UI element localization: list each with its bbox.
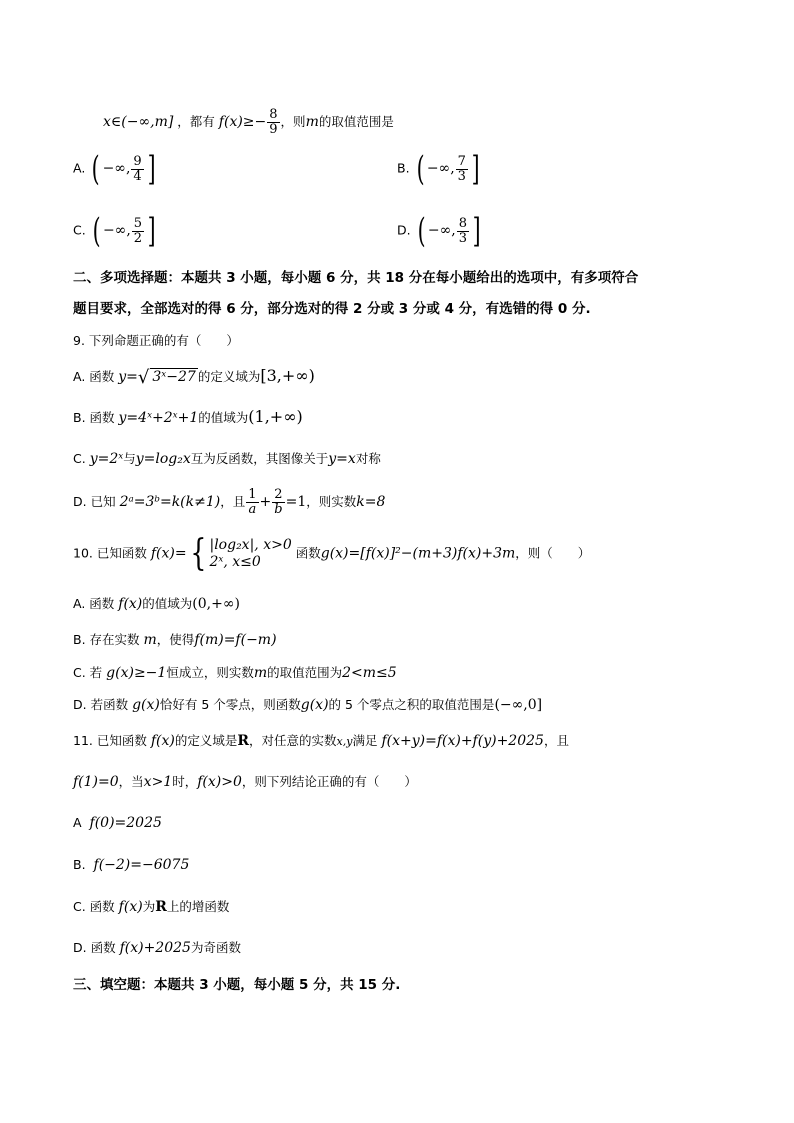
bracket-right: ] (147, 211, 156, 251)
option-label: D. 若函数 (73, 697, 129, 712)
q11-equation: f(x+y)=f(x)+f(y)+2025 (381, 733, 544, 749)
q11-stem-line-2 (73, 774, 417, 790)
plus-sign: + (259, 494, 272, 510)
q11-text-6: 时， (172, 774, 198, 789)
option-range: (0,+∞) (192, 596, 240, 612)
frac-num: 5 (133, 215, 143, 231)
section-2-heading-line-1: 二、多项选择题：本题共 3 小题，每小题 6 分，共 18 分在每小题给出的选项中，有多项符合 (73, 270, 639, 286)
q11-f2: f(x)>0 (197, 774, 242, 790)
option-range: (−∞,0] (494, 697, 543, 713)
section-2-heading-line-2: 题目要求，全部选对的得 6 分，部分选对的得 2 分或 3 分或 4 分，有选错的得 0 分. (73, 301, 591, 317)
frac-num: 1 (248, 487, 257, 502)
option-var: m (253, 665, 268, 681)
q8-frac-num: 8 (269, 107, 278, 122)
option-label: A (73, 815, 82, 830)
frac-den: 4 (133, 168, 142, 184)
option-text: 的值域为 (142, 596, 193, 611)
option-function-3: y=x (328, 451, 356, 467)
q9-option-d (73, 488, 385, 517)
q10-gx: g(x)=[f(x)]²−(m+3)f(x)+3m (320, 545, 516, 562)
frac-num: 8 (458, 215, 467, 231)
frac-den: 3 (458, 230, 467, 246)
q11-text-1: 的定义域是 (174, 733, 238, 748)
q8-text-3: 的取值范围是 (318, 114, 394, 129)
option-equation: 2ᵃ=3ᵇ=k(k≠1) (119, 494, 221, 510)
option-text-2: 上的增函数 (166, 899, 230, 914)
q10-text: 函数 (295, 545, 321, 561)
option-fraction (131, 155, 143, 184)
q9-option-c (73, 451, 381, 467)
option-result: k=8 (356, 494, 386, 510)
q10-end: ，则（ ） (515, 545, 591, 561)
option-function-2: y=log₂x (135, 451, 191, 467)
option-label: D. 函数 (73, 940, 116, 955)
q11-option-a (73, 815, 162, 831)
option-text: 的值域为 (198, 410, 249, 425)
option-text: 与 (123, 451, 136, 466)
q11-prefix: 11. 已知函数 (73, 733, 147, 748)
q11-text-4: ，且 (543, 733, 569, 748)
q10-stem (73, 533, 591, 574)
option-label: A. 函数 (73, 596, 115, 611)
q11-f1: f(1)=0 (73, 774, 119, 790)
q10-option-c (73, 665, 397, 681)
radical-sign: √ (137, 367, 150, 388)
q8-frac-den: 9 (269, 122, 278, 137)
option-label: C. 函数 (73, 899, 115, 914)
option-inequality: g(x)≥−1 (106, 665, 167, 681)
fraction-2 (272, 488, 284, 517)
left-brace: { (190, 533, 207, 574)
q11-R: R (237, 733, 250, 749)
q10-option-a (73, 596, 240, 612)
q8-condition (103, 108, 394, 137)
option-text-2: ，则实数 (306, 494, 357, 509)
option-label: C. 若 (73, 665, 103, 680)
frac-num: 7 (457, 153, 466, 169)
paren-left: ( (417, 211, 426, 251)
option-label: D. (397, 222, 411, 238)
option-label: C. (73, 451, 86, 466)
equals-one: =1 (285, 494, 307, 510)
q9-option-a (73, 368, 315, 386)
option-function: g(x) (132, 697, 160, 713)
option-text-2: 互为反函数，其图像关于 (190, 451, 329, 466)
option-interval: −∞, (426, 160, 455, 177)
option-label: B. (397, 160, 410, 176)
q8-option-d (397, 211, 483, 251)
q11-option-d (73, 940, 241, 956)
q9-option-b (73, 409, 303, 426)
option-text: ，使得 (156, 632, 195, 647)
option-label: D. 已知 (73, 494, 116, 509)
case-2: 2ˣ, x≤0 (209, 554, 261, 570)
option-equation: f(0)=2025 (89, 815, 162, 831)
frac-den: b (274, 502, 283, 517)
q8-text-2: ，则 (280, 114, 306, 129)
option-function-1: y=2ˣ (89, 451, 124, 467)
q8-fraction (267, 108, 279, 137)
option-function: f(x)+2025 (119, 940, 191, 956)
paren-left: ( (91, 149, 100, 189)
option-text: 为奇函数 (190, 940, 241, 955)
option-range: 2<m≤5 (342, 665, 397, 681)
q8-m: m (305, 114, 319, 130)
frac-num: 9 (133, 153, 142, 169)
fraction-1 (246, 488, 258, 517)
option-function-2: g(x) (300, 697, 329, 713)
option-label: C. (73, 222, 86, 238)
option-interval: −∞, (427, 222, 456, 239)
q11-text-7: ，则下列结论正确的有（ ） (241, 774, 417, 789)
option-function: f(x) (118, 596, 143, 612)
q8-domain: x∈(−∞,m] (103, 114, 174, 130)
option-function: f(x) (118, 899, 143, 915)
q11-text-3: 满足 (352, 733, 378, 748)
q11-f: f(x) (150, 733, 175, 749)
q8-option-a (73, 149, 158, 189)
option-R: R (155, 899, 167, 915)
frac-den: 2 (133, 230, 143, 246)
option-text: 为 (142, 899, 156, 914)
q8-option-b (397, 149, 482, 189)
option-equation: f(m)=f(−m) (194, 632, 277, 648)
option-label: B. 存在实数 (73, 632, 140, 647)
function-y: y= (118, 369, 138, 385)
q10-option-d (73, 697, 542, 713)
option-var: m (143, 632, 157, 648)
option-label: A. 函数 (73, 369, 115, 384)
frac-den: 3 (457, 168, 466, 184)
q10-prefix: 10. 已知函数 (73, 545, 147, 561)
radicand: 3ˣ−27 (152, 369, 196, 385)
q11-option-c (73, 899, 229, 915)
option-text: 的定义域为 (197, 369, 261, 384)
q11-cond: x>1 (143, 774, 173, 790)
option-text: 恰好有 5 个零点，则函数 (159, 697, 301, 712)
q8-option-c (73, 211, 158, 251)
q9-stem: 9. 下列命题正确的有（ ） (73, 333, 239, 348)
section-3-heading: 三、填空题：本题共 3 小题，每小题 5 分，共 15 分. (73, 977, 401, 993)
frac-den: a (248, 502, 257, 517)
option-text-2: 的取值范围为 (267, 665, 343, 680)
bracket-right: ] (471, 149, 480, 189)
option-interval: −∞, (102, 222, 131, 239)
option-label: B. 函数 (73, 410, 115, 425)
option-interval: −∞, (102, 160, 131, 177)
q11-text-2: ，对任意的实数 (249, 733, 337, 748)
option-fraction (132, 217, 144, 246)
q11-text-5: ，当 (118, 774, 144, 789)
option-text-2: 的 5 个零点之积的取值范围是 (328, 697, 495, 712)
q11-option-b (73, 857, 189, 873)
q10-option-b (73, 632, 277, 648)
q10-fx: f(x)= (150, 545, 187, 562)
option-function: y=4ˣ+2ˣ+1 (118, 410, 199, 426)
option-range: [3,+∞) (260, 366, 315, 385)
option-text: 恒成立，则实数 (166, 665, 254, 680)
paren-left: ( (92, 211, 101, 251)
q8-text-1: ，都有 (177, 114, 215, 129)
q11-stem-line-1 (73, 733, 569, 750)
q11-xy: x,y (336, 735, 353, 748)
option-fraction (457, 217, 469, 246)
case-1: |log₂x|, x>0 (209, 537, 292, 553)
option-text-3: 对称 (355, 451, 381, 466)
piecewise-cases (209, 537, 291, 571)
option-text: ，且 (220, 494, 246, 509)
option-label: B. (73, 857, 86, 872)
option-equation: f(−2)=−6075 (93, 857, 190, 873)
paren-left: ( (416, 149, 425, 189)
option-label: A. (73, 160, 86, 176)
bracket-right: ] (147, 149, 156, 189)
q8-fx: f(x)≥− (218, 114, 267, 130)
bracket-right: ] (472, 211, 481, 251)
option-range: (1,+∞) (248, 407, 303, 426)
option-fraction (456, 155, 468, 184)
frac-num: 2 (272, 488, 284, 503)
